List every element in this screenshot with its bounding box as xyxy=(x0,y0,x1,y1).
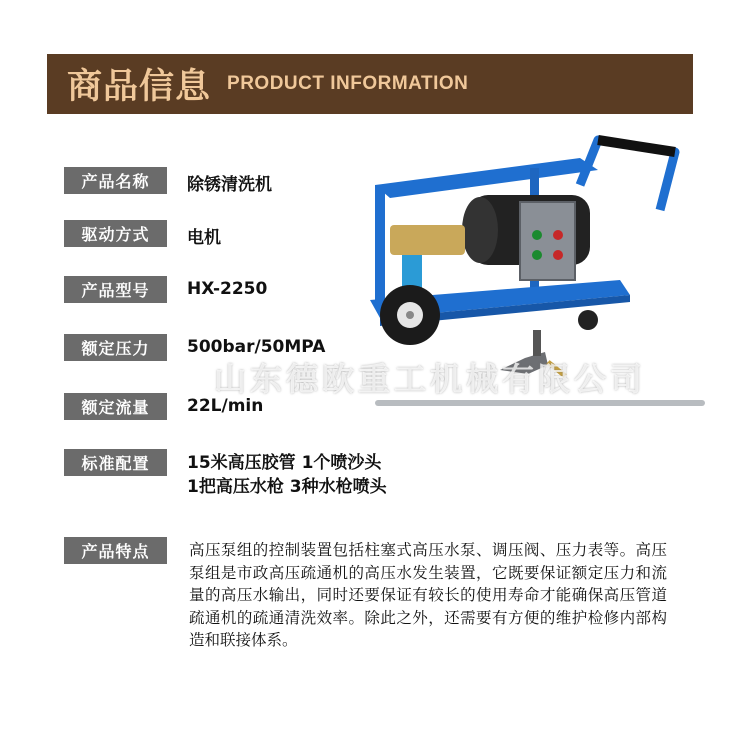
spec-value-name: 除锈清洗机 xyxy=(187,175,272,195)
spec-label-model: 产品型号 xyxy=(64,276,167,303)
features-label: 产品特点 xyxy=(64,537,167,564)
spec-value-config xyxy=(187,451,387,499)
features-text: 高压泵组的控制装置包括柱塞式高压水泵、调压阀、压力表等。高压泵组是市政高压疏通机的高压水发生装置，它既要保证额定压力和流量的高压水输出，同时还要保证有较长的使用寿命才能确保高压管道疏通机的疏通清洗效率。除此之外，还需要有方便的维护检修内部构造和联接体系。 xyxy=(189,541,667,649)
spec-value-model: HX-2250 xyxy=(187,279,268,299)
spec-label-drive: 驱动方式 xyxy=(64,220,167,247)
section-header xyxy=(47,54,693,114)
config-line-2: 1把高压水枪 3种水枪喷头 xyxy=(187,477,387,497)
header-title-cn: 商品信息 xyxy=(67,67,212,107)
spec-label-flow: 额定流量 xyxy=(64,393,167,420)
spec-label-pressure: 额定压力 xyxy=(64,334,167,361)
spec-value-flow: 22L/min xyxy=(187,396,264,416)
spec-label-config: 标准配置 xyxy=(64,449,167,476)
header-title-en: PRODUCT INFORMATION xyxy=(227,73,469,94)
spec-value-pressure: 500bar/50MPA xyxy=(187,337,326,357)
spec-value-drive: 电机 xyxy=(187,228,221,248)
watermark: 山东德欧重工机械有限公司 xyxy=(213,360,646,398)
spec-label-name: 产品名称 xyxy=(64,167,167,194)
config-line-1: 15米高压胶管 1个喷沙头 xyxy=(187,453,382,473)
